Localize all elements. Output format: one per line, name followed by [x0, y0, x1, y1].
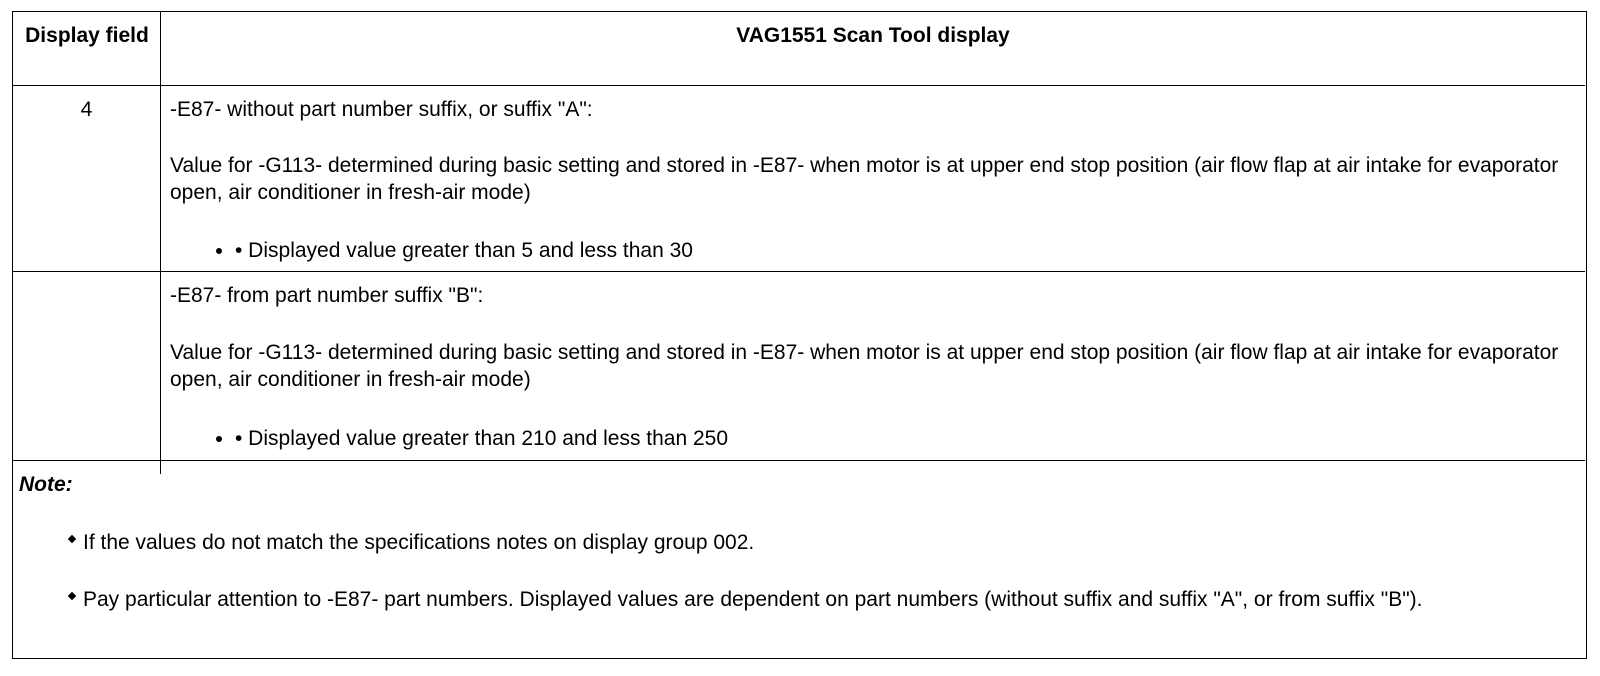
header-divider	[13, 85, 1585, 86]
note-item-2: Pay particular attention to -E87- part numbers. Displayed values are dependent on part numbers (without suffix and suffix "A", or from suffix "B").	[83, 588, 1423, 611]
specification-table	[12, 11, 1587, 659]
row-1-field: 4	[80, 98, 93, 121]
row-1-value-text: Value for -G113- determined during basic setting and stored in -E87- when motor is at upper end stop position (air flow flap at air intake for evaporator open, air conditioner in fresh-air mode)	[170, 154, 1559, 204]
row-2-bullet-text: • Displayed value greater than 210 and less than 250	[235, 427, 729, 450]
note-1-diamond-icon	[68, 535, 76, 543]
note-title: Note:	[19, 473, 73, 496]
column-divider	[160, 12, 161, 474]
note-divider	[13, 460, 1585, 461]
row-divider	[13, 271, 1585, 272]
row-1-bullet-icon	[216, 248, 222, 254]
row-1-bullet-text: • Displayed value greater than 5 and less than 30	[235, 239, 693, 262]
row-2-value-text: Value for -G113- determined during basic setting and stored in -E87- when motor is at upper end stop position (air flow flap at air intake for evaporator open, air conditioner in fresh-air mode)	[170, 341, 1559, 391]
row-1-condition: -E87- without part number suffix, or suffix "A":	[170, 98, 593, 121]
header-scan-tool-display: VAG1551 Scan Tool display	[736, 24, 1010, 47]
row-2-bullet-icon	[216, 436, 222, 442]
note-item-1: If the values do not match the specifications notes on display group 002.	[83, 531, 755, 554]
note-2-diamond-icon	[68, 592, 76, 600]
row-2-condition: -E87- from part number suffix "B":	[170, 284, 484, 307]
header-display-field: Display field	[25, 24, 149, 47]
